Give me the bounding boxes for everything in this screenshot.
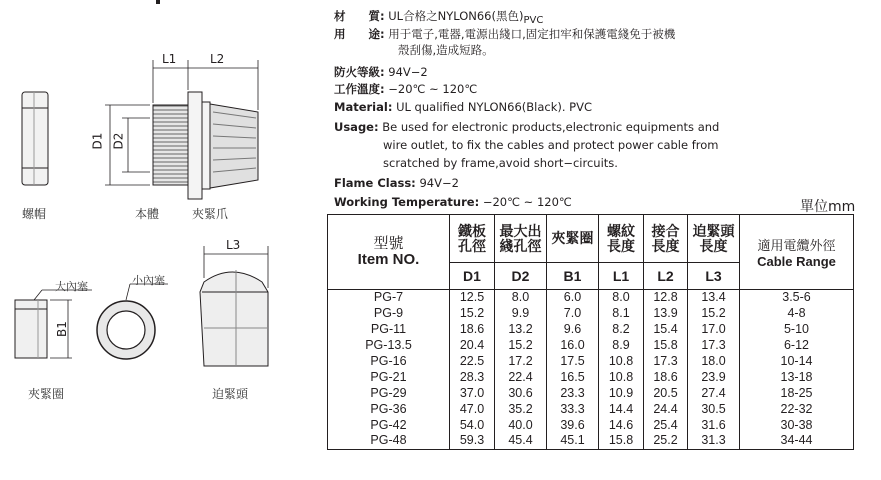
cell-item-no: PG-9 <box>328 306 450 322</box>
cell-value: 15.2 <box>450 306 495 322</box>
cell-value: 4-8 <box>740 306 854 322</box>
nut-caption: 螺帽 <box>22 207 47 221</box>
cell-value: 10.9 <box>599 385 644 401</box>
cell-item-no: PG-42 <box>328 417 450 433</box>
clamp-ring-caption: 夾緊圈 <box>28 387 65 401</box>
header-model: 型號 Item NO. <box>328 215 450 290</box>
cell-item-no: PG-36 <box>328 401 450 417</box>
dim-d2-label: D2 <box>111 132 126 150</box>
cell-value: 22.4 <box>495 369 547 385</box>
table-row <box>328 417 854 433</box>
table-row <box>328 290 854 306</box>
table-row <box>328 338 854 354</box>
cell-value: 17.3 <box>688 338 740 354</box>
body-drawing <box>153 92 258 199</box>
seal-nut-caption: 迫緊頭 <box>212 387 249 401</box>
cell-item-no: PG-16 <box>328 354 450 370</box>
header-l1: 螺紋 長度 <box>599 215 644 263</box>
cell-value: 15.2 <box>688 306 740 322</box>
header-l2: 接合 長度 <box>644 215 688 263</box>
cell-value: 39.6 <box>547 417 599 433</box>
cell-value: 18-25 <box>740 385 854 401</box>
header-cable-range: 適用電纜外徑 Cable Range <box>740 215 854 290</box>
code-d1: D1 <box>450 263 495 290</box>
dim-l1-label: L1 <box>162 52 177 66</box>
cell-value: 16.0 <box>547 338 599 354</box>
cell-value: 25.2 <box>644 433 688 449</box>
cell-value: 6-12 <box>740 338 854 354</box>
cell-value: 16.5 <box>547 369 599 385</box>
claw-caption: 夾緊爪 <box>192 207 229 221</box>
cell-value: 33.3 <box>547 401 599 417</box>
cell-value: 15.8 <box>644 338 688 354</box>
cell-value: 6.0 <box>547 290 599 306</box>
spec-temp-en: Working Temperature: −20℃ ~ 120℃ <box>334 195 572 209</box>
nut-drawing <box>22 92 48 185</box>
spec-temp-cn: 工作溫度: −20℃ ~ 120℃ <box>334 82 478 96</box>
cell-item-no: PG-7 <box>328 290 450 306</box>
cell-item-no: PG-13.5 <box>328 338 450 354</box>
cell-value: 8.1 <box>599 306 644 322</box>
cell-value: 9.9 <box>495 306 547 322</box>
cell-value: 8.0 <box>495 290 547 306</box>
dim-l2-label: L2 <box>210 52 225 66</box>
cell-value: 8.0 <box>599 290 644 306</box>
cell-item-no: PG-21 <box>328 369 450 385</box>
cell-value: 23.9 <box>688 369 740 385</box>
cell-item-no: PG-29 <box>328 385 450 401</box>
cell-value: 10.8 <box>599 369 644 385</box>
cell-value: 18.0 <box>688 354 740 370</box>
cell-value: 40.0 <box>495 417 547 433</box>
table-row <box>328 369 854 385</box>
cell-value: 20.5 <box>644 385 688 401</box>
table-row <box>328 401 854 417</box>
code-l2: L2 <box>644 263 688 290</box>
body-caption: 本體 <box>135 207 160 221</box>
cell-value: 13.2 <box>495 322 547 338</box>
cell-value: 45.1 <box>547 433 599 449</box>
cell-value: 14.6 <box>599 417 644 433</box>
cell-value: 45.4 <box>495 433 547 449</box>
large-insert-caption: 大內塞 <box>55 280 88 293</box>
cell-value: 47.0 <box>450 401 495 417</box>
spec-material-en: Material: UL qualified NYLON66(Black). PVC <box>334 100 592 114</box>
cell-value: 17.0 <box>688 322 740 338</box>
cell-value: 20.4 <box>450 338 495 354</box>
dim-d1-label: D1 <box>90 132 105 150</box>
table-row <box>328 322 854 338</box>
table-row <box>328 385 854 401</box>
cell-value: 37.0 <box>450 385 495 401</box>
unit-label: 單位mm <box>800 199 856 215</box>
table-row <box>328 306 854 322</box>
cell-value: 30-38 <box>740 417 854 433</box>
cell-value: 15.2 <box>495 338 547 354</box>
small-insert-caption: 小內塞 <box>132 274 165 287</box>
cell-value: 15.4 <box>644 322 688 338</box>
spec-usage-en: Usage: Be used for electronic products,electronic equipments and <box>334 120 720 134</box>
cell-value: 35.2 <box>495 401 547 417</box>
cell-value: 10-14 <box>740 354 854 370</box>
code-b1: B1 <box>547 263 599 290</box>
small-insert-drawing <box>97 284 168 359</box>
cell-value: 54.0 <box>450 417 495 433</box>
header-l3: 迫緊頭 長度 <box>688 215 740 263</box>
header-b1: 夾緊圈 <box>547 215 599 263</box>
cell-value: 15.8 <box>599 433 644 449</box>
cell-value: 18.6 <box>450 322 495 338</box>
cell-value: 12.5 <box>450 290 495 306</box>
cell-value: 17.2 <box>495 354 547 370</box>
cell-item-no: PG-11 <box>328 322 450 338</box>
cell-value: 13.9 <box>644 306 688 322</box>
cell-value: 34-44 <box>740 433 854 449</box>
cell-value: 17.5 <box>547 354 599 370</box>
cell-value: 8.2 <box>599 322 644 338</box>
cell-value: 12.8 <box>644 290 688 306</box>
table-row <box>328 433 854 449</box>
cell-value: 23.3 <box>547 385 599 401</box>
cell-value: 22.5 <box>450 354 495 370</box>
spec-table <box>327 214 854 450</box>
spec-usage-cn: 用 途: 用于電子,電器,電源出綫口,固定扣牢和保護電綫免于被機 <box>334 27 676 41</box>
cell-value: 13-18 <box>740 369 854 385</box>
cell-value: 30.5 <box>688 401 740 417</box>
spec-flame-en: Flame Class: 94V−2 <box>334 176 459 190</box>
cell-value: 31.6 <box>688 417 740 433</box>
spec-usage-cn-line2: 殼刮傷,造成短路。 <box>398 43 494 57</box>
cell-value: 59.3 <box>450 433 495 449</box>
cell-value: 25.4 <box>644 417 688 433</box>
spec-usage-en-line2: wire outlet, to fix the cables and protect power cable from <box>383 138 719 152</box>
spec-fire-cn: 防火等級: 94V−2 <box>334 65 428 79</box>
cell-value: 3.5-6 <box>740 290 854 306</box>
cell-value: 18.6 <box>644 369 688 385</box>
cell-value: 9.6 <box>547 322 599 338</box>
cell-value: 28.3 <box>450 369 495 385</box>
cell-value: 10.8 <box>599 354 644 370</box>
table-row <box>328 354 854 370</box>
code-d2: D2 <box>495 263 547 290</box>
clamp-ring-drawing <box>15 300 47 358</box>
cell-value: 14.4 <box>599 401 644 417</box>
cell-value: 17.3 <box>644 354 688 370</box>
cell-value: 31.3 <box>688 433 740 449</box>
dim-b1-label: B1 <box>54 321 69 337</box>
cell-value: 22-32 <box>740 401 854 417</box>
cell-item-no: PG-48 <box>328 433 450 449</box>
code-l3: L3 <box>688 263 740 290</box>
cell-value: 24.4 <box>644 401 688 417</box>
cell-value: 8.9 <box>599 338 644 354</box>
spec-material-cn: 材 質: UL合格之NYLON66(黑色)PVC <box>334 9 544 26</box>
header-d1: 鐵板 孔徑 <box>450 215 495 263</box>
cell-value: 5-10 <box>740 322 854 338</box>
cell-value: 13.4 <box>688 290 740 306</box>
spec-usage-en-line3: scratched by frame,avoid short−circuits. <box>383 156 618 170</box>
cell-value: 27.4 <box>688 385 740 401</box>
cell-value: 7.0 <box>547 306 599 322</box>
dim-l3-label: L3 <box>226 238 241 252</box>
cell-value: 30.6 <box>495 385 547 401</box>
header-d2: 最大出 綫孔徑 <box>495 215 547 263</box>
code-l1: L1 <box>599 263 644 290</box>
seal-nut-drawing <box>200 270 268 366</box>
